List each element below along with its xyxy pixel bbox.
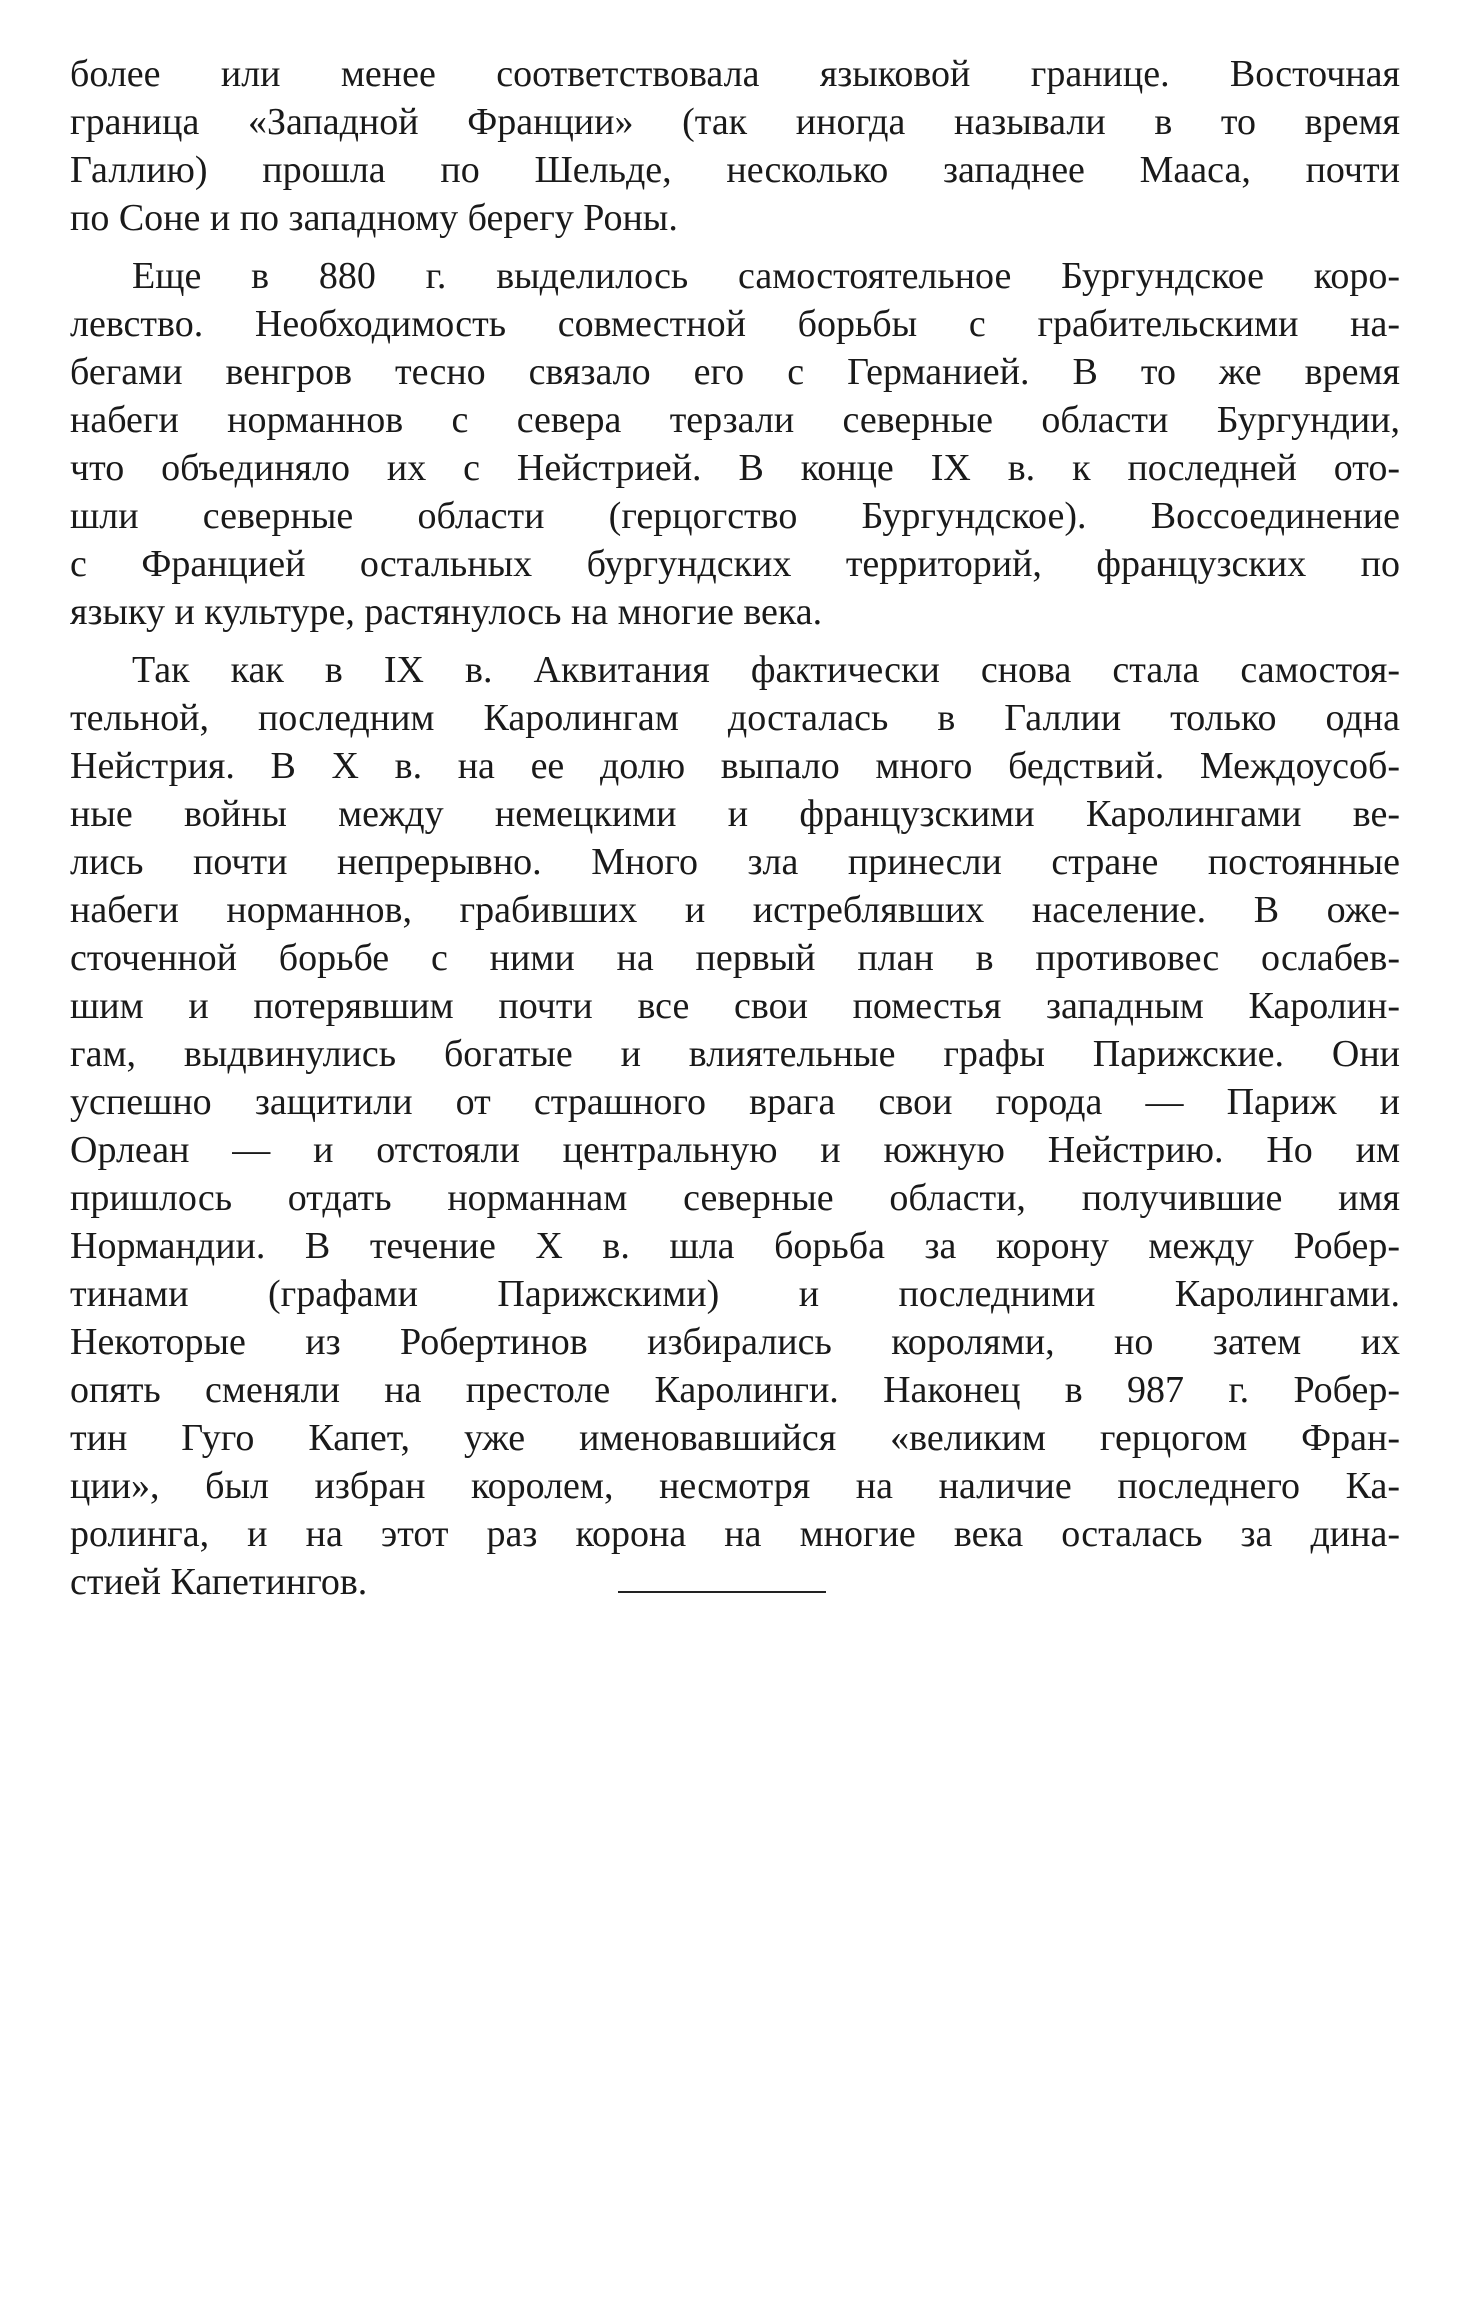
text-line: по Соне и по западному берегу Роны.: [70, 197, 678, 239]
text-line: Нормандии. В течение X в. шла борьба за корону между Робер-: [70, 1225, 1400, 1267]
text-line: опять сменяли на престоле Каролинги. Наконец в 987 г. Робер-: [70, 1369, 1400, 1411]
text-line: набеги норманнов с севера терзали северные области Бургундии,: [70, 399, 1400, 441]
text-line: шим и потерявшим почти все свои поместья западным Каролин-: [70, 985, 1400, 1027]
text-line: с Францией остальных бургундских территорий, французских по: [70, 543, 1400, 585]
text-line: шли северные области (герцогство Бургундское). Воссоединение: [70, 495, 1400, 537]
text-line: сточенной борьбе с ними на первый план в противовес ослабев-: [70, 937, 1400, 979]
text-line: Еще в 880 г. выделилось самостоятельное Бургундское коро-: [132, 255, 1400, 297]
section-divider: [618, 1591, 826, 1593]
text-line: ролинга, и на этот раз корона на многие века осталась за дина-: [70, 1513, 1400, 1555]
text-line: что объединяло их с Нейстрией. В конце IX в. к последней ото-: [70, 447, 1400, 489]
text-line: более или менее соответствовала языковой границе. Восточная: [70, 53, 1400, 95]
text-line: тин Гуго Капет, уже именовавшийся «великим герцогом Фран-: [70, 1417, 1400, 1459]
text-line: Так как в IX в. Аквитания фактически снова стала самостоя-: [132, 649, 1400, 691]
text-line: Орлеан — и отстояли центральную и южную Нейстрию. Но им: [70, 1129, 1400, 1171]
text-line: успешно защитили от страшного врага свои города — Париж и: [70, 1081, 1400, 1123]
text-line: пришлось отдать норманнам северные области, получившие имя: [70, 1177, 1400, 1219]
text-line: языку и культуре, растянулось на многие века.: [70, 591, 823, 633]
text-line: граница «Западной Франции» (так иногда называли в то время: [70, 101, 1400, 143]
paragraph-2: [70, 252, 1400, 636]
page-body: [70, 50, 1400, 1616]
text-line: ции», был избран королем, несмотря на наличие последнего Ка-: [70, 1465, 1400, 1507]
paragraph-1: [70, 50, 1400, 242]
text-line: гам, выдвинулись богатые и влиятельные графы Парижские. Они: [70, 1033, 1400, 1075]
text-line: ные войны между немецкими и французскими Каролингами ве-: [70, 793, 1400, 835]
text-line: левство. Необходимость совместной борьбы с грабительскими на-: [70, 303, 1400, 345]
text-line: бегами венгров тесно связало его с Германией. В то же время: [70, 351, 1400, 393]
text-line: лись почти непрерывно. Много зла принесли стране постоянные: [70, 841, 1400, 883]
text-line: тельной, последним Каролингам досталась в Галлии только одна: [70, 697, 1400, 739]
text-line: Галлию) прошла по Шельде, несколько западнее Мааса, почти: [70, 149, 1400, 191]
text-line: тинами (графами Парижскими) и последними Каролингами.: [70, 1273, 1400, 1315]
text-line: Некоторые из Робертинов избирались королями, но затем их: [70, 1321, 1400, 1363]
text-line: Нейстрия. В X в. на ее долю выпало много бедствий. Междоусоб-: [70, 745, 1400, 787]
paragraph-3: [70, 646, 1400, 1606]
text-line: стией Капетингов.: [70, 1561, 368, 1603]
text-line: набеги норманнов, грабивших и истреблявших население. В оже-: [70, 889, 1400, 931]
